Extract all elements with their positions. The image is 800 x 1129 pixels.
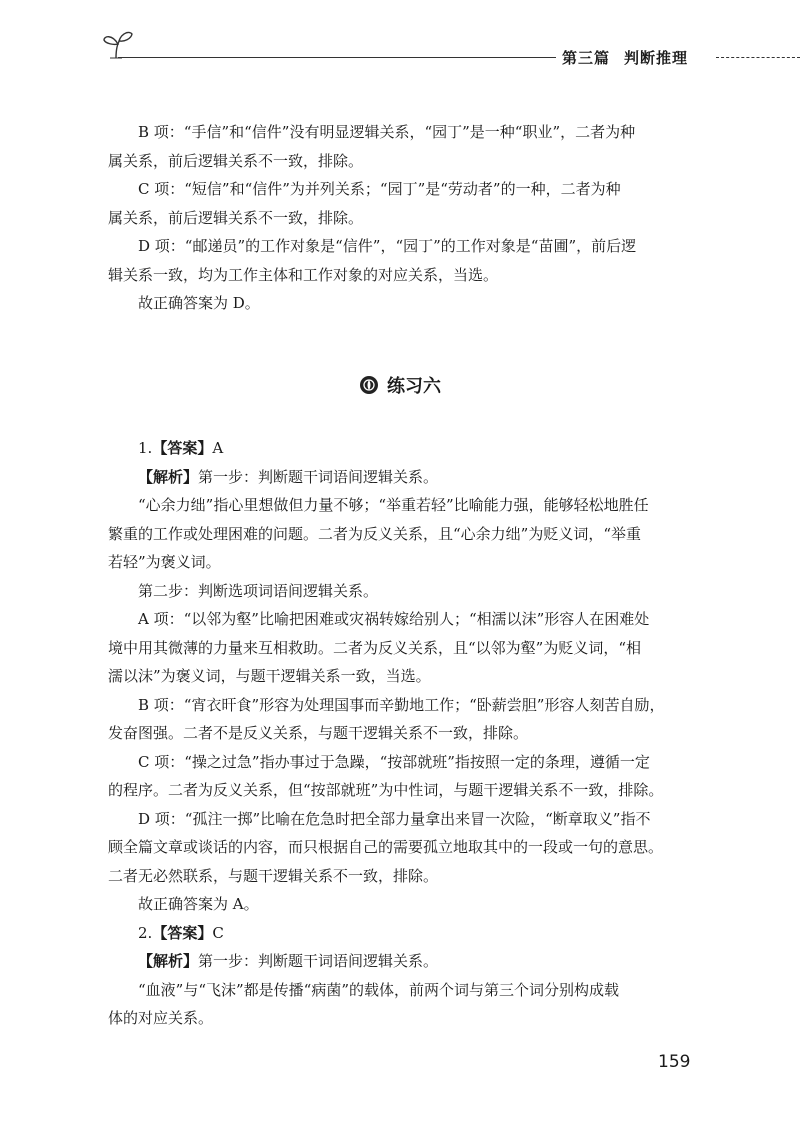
text-line: 濡以沫”为褒义词，与题干逻辑关系一致，当选。: [108, 667, 431, 685]
text-line: 故正确答案为 A。: [138, 895, 259, 913]
text-line: 体的对应关系。: [108, 1009, 214, 1027]
text-line: 辑关系一致，均为工作主体和工作对象的对应关系，当选。: [108, 265, 499, 284]
answer-label: 【答案】: [152, 439, 213, 457]
exercise-answers: [108, 434, 698, 1033]
page-header: [100, 28, 700, 68]
text-line: B 项：“宵衣旰食”形容为处理国事而辛勤地工作；“卧薪尝胆”形容人刻苦自励，: [138, 695, 665, 714]
header-rule-left: [118, 57, 556, 58]
header-rule-right: [716, 57, 800, 58]
question-1-answer: [138, 434, 698, 463]
text-line: D 项：“邮递员”的工作对象是“信件”，“园丁”的工作对象是“苗圃”，前后逻: [138, 237, 637, 255]
analysis-label: 【解析】: [138, 467, 199, 486]
text-line: C 项：“短信”和“信件”为并列关系；“园丁”是“劳动者”的一种，二者为种: [138, 180, 621, 198]
answer-block-previous: [108, 118, 698, 318]
text-line: 境中用其微薄的力量来互相救助。二者为反义关系，且“以邻为壑”为贬义词，“相: [108, 638, 642, 657]
text-line: 若轻”为褒义词。: [108, 553, 221, 571]
answer-label: 【答案】: [152, 923, 213, 942]
section-label: 判断推理: [624, 49, 689, 67]
question-2-answer: [138, 919, 698, 948]
header-title: [562, 47, 688, 68]
answer-value: C: [212, 923, 224, 942]
question-number: 2.: [138, 923, 153, 942]
question-2-analysis: [138, 947, 698, 976]
text-line: D 项：“孤注一掷”比喻在危急时把全部力量拿出来冒一次险，“断章取义”指不: [138, 809, 651, 828]
text-line: 繁重的工作或处理困难的问题。二者为反义关系，且“心余力绌”为贬义词，“举重: [108, 524, 642, 543]
analysis-step: 第一步：判断题干词语间逻辑关系。: [198, 952, 439, 970]
chapter-label: 第三篇: [562, 49, 611, 67]
question-1-analysis: [138, 463, 698, 492]
question-number: 1.: [138, 439, 153, 457]
analysis-step: 第一步：判断题干词语间逻辑关系。: [198, 467, 439, 486]
section-title: 练习六: [387, 376, 441, 397]
text-line: “心余力绌”指心里想做但力量不够；“举重若轻”比喻能力强，能够轻松地胜任: [138, 496, 649, 514]
page-number: 159: [658, 1052, 691, 1072]
flower-icon: [359, 375, 379, 395]
text-line: B 项：“手信”和“信件”没有明显逻辑关系，“园丁”是一种“职业”，二者为种: [138, 123, 636, 141]
text-line: 属关系，前后逻辑关系不一致，排除。: [108, 151, 364, 170]
text-line: A 项：“以邻为壑”比喻把困难或灾祸转嫁给别人；“相濡以沫”形容人在困难处: [138, 610, 650, 628]
text-line: C 项：“操之过急”指办事过于急躁，“按部就班”指按照一定的条理，遵循一定: [138, 752, 650, 771]
text-line: “血液”与“飞沫”都是传播“病菌”的载体，前两个词与第三个词分别构成载: [138, 980, 620, 999]
text-line: 故正确答案为 D。: [138, 294, 260, 312]
analysis-label: 【解析】: [138, 952, 199, 970]
section-heading: [0, 372, 800, 398]
text-line: 第二步：判断选项词语间逻辑关系。: [138, 581, 379, 600]
text-line: 发奋图强。二者不是反义关系，与题干逻辑关系不一致，排除。: [108, 724, 529, 742]
sprout-icon: [100, 28, 136, 60]
text-line: 的程序。二者为反义关系，但“按部就班”为中性词，与题干逻辑关系不一致，排除。: [108, 781, 664, 799]
answer-value: A: [212, 439, 224, 457]
text-line: 属关系，前后逻辑关系不一致，排除。: [108, 208, 364, 227]
text-line: 顾全篇文章或谈话的内容，而只根据自己的需要孤立地取其中的一段或一句的意思。: [108, 838, 664, 856]
text-line: 二者无必然联系，与题干逻辑关系不一致，排除。: [108, 866, 439, 885]
